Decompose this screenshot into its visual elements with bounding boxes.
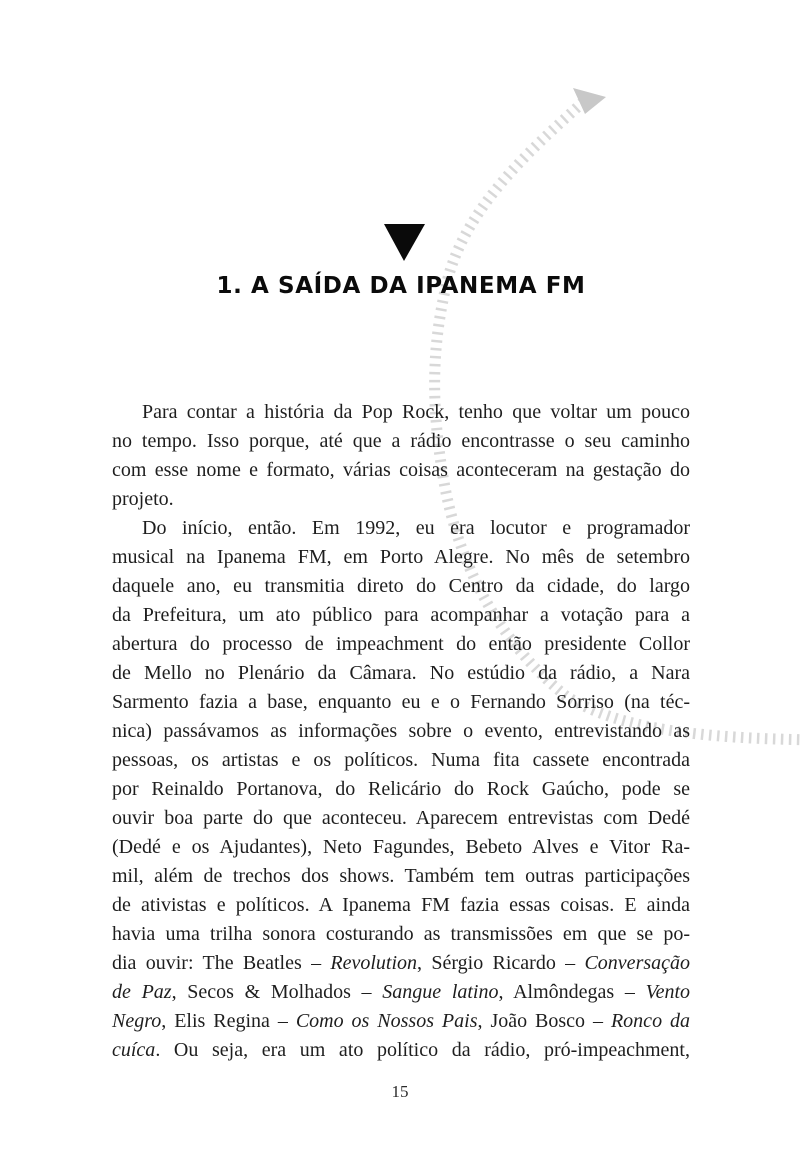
text-segment: de Mello no Plenário da Câmara. No estúdio da rádio, a Nara bbox=[112, 662, 690, 684]
text-line bbox=[112, 1007, 690, 1036]
text-segment: , Sérgio Ricardo – bbox=[417, 952, 585, 974]
text-segment: de ativistas e políticos. A Ipanema FM fazia essas coisas. E ainda bbox=[112, 894, 690, 916]
text-segment: . Ou seja, era um ato político da rádio, pró-impeachment, bbox=[155, 1039, 690, 1061]
text-segment: daquele ano, eu transmitia direto do Centro da cidade, do largo bbox=[112, 575, 690, 597]
text-line bbox=[112, 572, 690, 601]
text-segment: abertura do processo de impeachment do então presidente Collor bbox=[112, 633, 690, 655]
text-line bbox=[112, 398, 690, 427]
text-segment: havia uma trilha sonora costurando as transmissões em que se po- bbox=[112, 923, 690, 945]
song-title-italic: cuíca bbox=[112, 1039, 156, 1061]
text-line bbox=[112, 485, 690, 514]
text-line bbox=[112, 456, 690, 485]
text-segment: musical na Ipanema FM, em Porto Alegre. No mês de setembro bbox=[112, 546, 690, 568]
text-segment: no tempo. Isso porque, até que a rádio encontrasse o seu caminho bbox=[112, 430, 690, 452]
text-segment: com esse nome e formato, várias coisas aconteceram na gestação do bbox=[112, 459, 690, 481]
text-line bbox=[112, 746, 690, 775]
text-line bbox=[112, 949, 690, 978]
text-segment: da Prefeitura, um ato público para acompanhar a votação para a bbox=[112, 604, 690, 626]
text-segment: dia ouvir: The Beatles – bbox=[112, 952, 331, 974]
song-title-italic: de Paz bbox=[112, 981, 172, 1003]
text-line bbox=[112, 775, 690, 804]
text-line bbox=[112, 514, 690, 543]
text-segment: mil, além de trechos dos shows. Também tem outras participações bbox=[112, 865, 690, 887]
text-line bbox=[112, 862, 690, 891]
text-line bbox=[112, 891, 690, 920]
text-line bbox=[112, 833, 690, 862]
text-line bbox=[112, 920, 690, 949]
text-line bbox=[112, 659, 690, 688]
text-line bbox=[112, 717, 690, 746]
text-segment: por Reinaldo Portanova, do Relicário do Rock Gaúcho, pode se bbox=[112, 778, 690, 800]
text-segment: , Secos & Molhados – bbox=[171, 981, 383, 1003]
text-line bbox=[112, 427, 690, 456]
text-segment: projeto. bbox=[112, 488, 174, 510]
text-line bbox=[112, 601, 690, 630]
text-segment: Do início, então. Em 1992, eu era locutor e programador bbox=[142, 517, 690, 539]
chapter-title: 1. A SAÍDA DA IPANEMA FM bbox=[216, 273, 586, 299]
text-line bbox=[112, 630, 690, 659]
chapter-triangle-icon bbox=[384, 224, 425, 261]
song-title-italic: Revolution bbox=[330, 952, 418, 974]
page-number: 15 bbox=[391, 1082, 409, 1101]
text-segment: (Dedé e os Ajudantes), Neto Fagundes, Bebeto Alves e Vitor Ra- bbox=[112, 836, 690, 858]
text-segment: pessoas, os artistas e os políticos. Numa fita cassete encontrada bbox=[112, 749, 690, 771]
song-title-italic: Como os Nossos Pais bbox=[295, 1010, 478, 1032]
text-segment: ouvir boa parte do que aconteceu. Aparecem entrevistas com Dedé bbox=[112, 807, 690, 829]
text-segment: , Almôndegas – bbox=[498, 981, 646, 1003]
text-line bbox=[112, 688, 690, 717]
text-line bbox=[112, 978, 690, 1007]
text-segment: , João Bosco – bbox=[477, 1010, 611, 1032]
song-title-italic: Conversação bbox=[584, 952, 691, 974]
text-line bbox=[112, 804, 690, 833]
song-title-italic: Sangue latino bbox=[382, 981, 499, 1003]
text-segment: , Elis Regina – bbox=[161, 1010, 296, 1032]
text-line bbox=[112, 543, 690, 572]
text-segment: nica) passávamos as informações sobre o evento, entrevistando as bbox=[112, 720, 690, 742]
song-title-italic: Ronco da bbox=[610, 1010, 691, 1032]
text-line bbox=[112, 1036, 690, 1065]
song-title-italic: Vento bbox=[645, 981, 690, 1003]
body-text bbox=[112, 398, 690, 1065]
text-segment: Para contar a história da Pop Rock, tenho que voltar um pouco bbox=[142, 401, 690, 423]
song-title-italic: Negro bbox=[112, 1010, 162, 1032]
text-segment: Sarmento fazia a base, enquanto eu e o Fernando Sorriso (na téc- bbox=[112, 691, 690, 713]
